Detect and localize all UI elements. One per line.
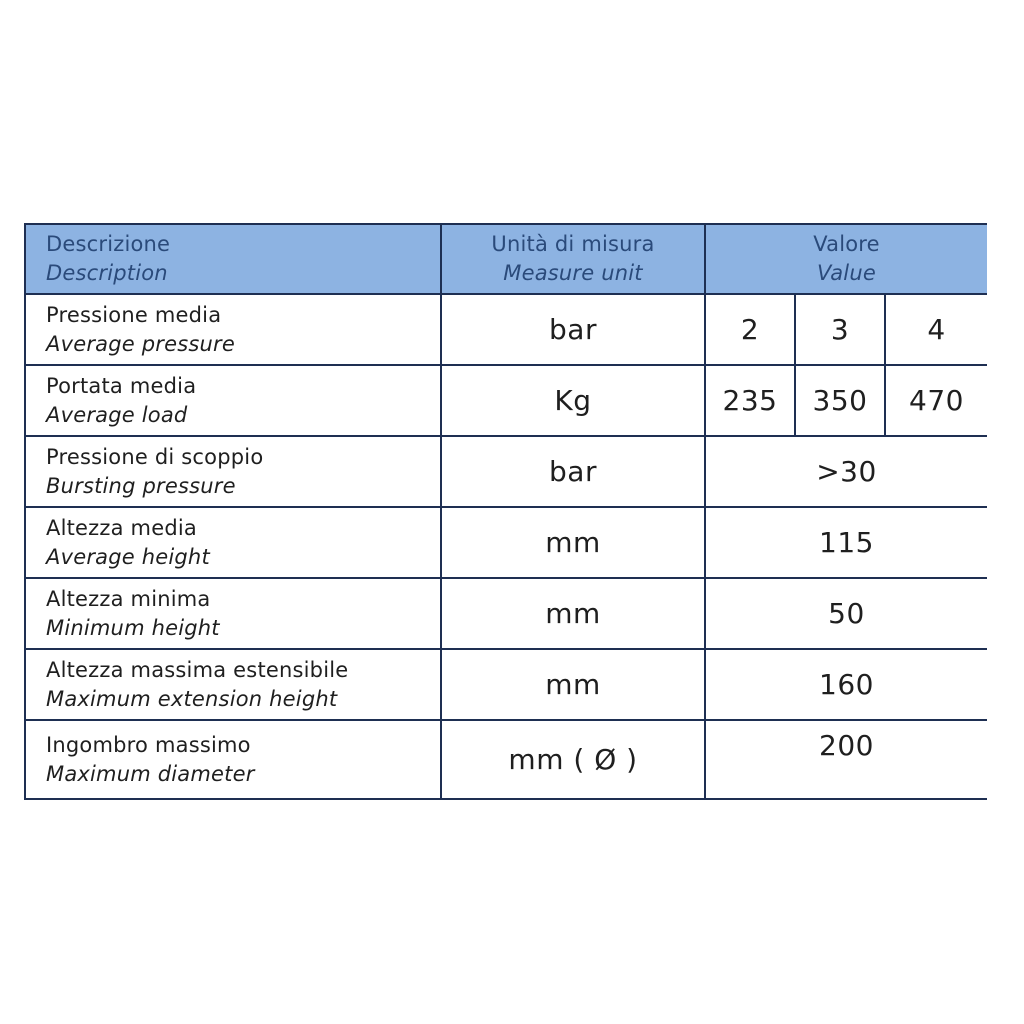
table-row	[25, 294, 987, 365]
row-label-en: Average height	[46, 544, 210, 569]
table-row	[25, 720, 987, 799]
table-row	[25, 649, 987, 720]
row-description	[25, 436, 441, 507]
row-description	[25, 294, 441, 365]
row-description	[25, 578, 441, 649]
header-description	[25, 224, 441, 294]
row-label-en: Average pressure	[46, 331, 235, 356]
spec-table	[24, 223, 987, 800]
row-unit	[441, 294, 705, 365]
value-text: >30	[816, 455, 877, 488]
row-value-cell	[885, 365, 987, 436]
table-row	[25, 365, 987, 436]
row-description	[25, 507, 441, 578]
row-value-cell	[705, 649, 987, 720]
header-unit	[441, 224, 705, 294]
unit-value: mm	[545, 668, 601, 701]
unit-value: mm ( Ø )	[508, 743, 638, 776]
unit-value: bar	[549, 455, 597, 488]
row-unit	[441, 578, 705, 649]
table-row	[25, 507, 987, 578]
row-value-cell	[705, 365, 795, 436]
row-value-cell	[795, 294, 885, 365]
row-label-it: Altezza massima estensibile	[46, 657, 349, 682]
header-value	[705, 224, 987, 294]
unit-value: mm	[545, 597, 601, 630]
row-unit	[441, 436, 705, 507]
row-unit	[441, 649, 705, 720]
row-value-cell	[705, 436, 987, 507]
header-value-en: Value	[817, 261, 876, 285]
value-text: 235	[722, 384, 778, 417]
row-label-en: Maximum diameter	[46, 761, 255, 786]
header-unit-en: Measure unit	[503, 261, 643, 285]
row-label-it: Pressione di scoppio	[46, 444, 264, 469]
row-label-en: Average load	[46, 402, 188, 427]
unit-value: mm	[545, 526, 601, 559]
header-row	[25, 224, 987, 294]
row-label-it: Portata media	[46, 373, 197, 398]
row-value-cell	[795, 365, 885, 436]
table-row	[25, 578, 987, 649]
header-value-it: Valore	[813, 232, 880, 256]
value-text: 115	[819, 526, 874, 559]
row-value-cell	[885, 294, 987, 365]
row-label-it: Ingombro massimo	[46, 732, 251, 757]
row-description	[25, 365, 441, 436]
row-label-it: Altezza minima	[46, 586, 211, 611]
header-description-en: Description	[46, 261, 168, 285]
row-value-cell	[705, 720, 987, 799]
value-text: 350	[812, 384, 868, 417]
value-text: 50	[828, 597, 865, 630]
value-text: 3	[830, 313, 850, 346]
header-description-it: Descrizione	[46, 232, 171, 256]
row-description	[25, 649, 441, 720]
row-description	[25, 720, 441, 799]
row-value-cell	[705, 507, 987, 578]
value-text: 470	[909, 384, 964, 417]
table-row	[25, 436, 987, 507]
row-label-en: Minimum height	[46, 615, 220, 640]
row-label-en: Bursting pressure	[46, 473, 236, 498]
row-unit	[441, 720, 705, 799]
value-text: 200	[819, 729, 874, 762]
unit-value: bar	[549, 313, 597, 346]
row-label-en: Maximum extension height	[46, 686, 338, 711]
value-text: 2	[740, 313, 760, 346]
unit-value: Kg	[554, 384, 592, 417]
row-value-cell	[705, 578, 987, 649]
row-label-it: Pressione media	[46, 302, 222, 327]
header-unit-it: Unità di misura	[491, 232, 655, 256]
row-unit	[441, 365, 705, 436]
row-label-it: Altezza media	[46, 515, 197, 540]
row-value-cell	[705, 294, 795, 365]
row-unit	[441, 507, 705, 578]
value-text: 160	[819, 668, 874, 701]
value-text: 4	[927, 313, 946, 346]
